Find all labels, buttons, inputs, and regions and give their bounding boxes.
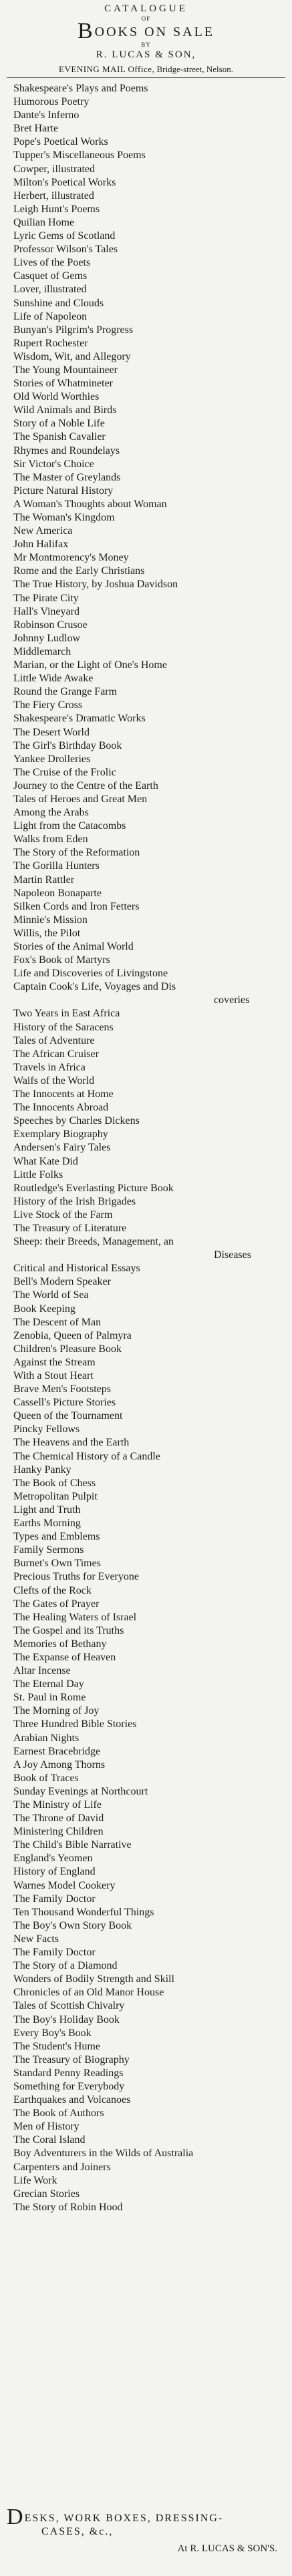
book-title-item: Earnest Bracebridge: [13, 1745, 101, 1757]
book-title-item: Carpenters and Joiners: [13, 2161, 111, 2173]
book-title-item: Mr Montmorency's Money: [13, 552, 129, 564]
book-title-item: The True History, by Joshua Davidson: [13, 579, 178, 591]
book-title-item: Rhymes and Roundelays: [13, 444, 120, 456]
book-title-item: The Gates of Prayer: [13, 1598, 100, 1610]
book-title-item: The Woman's Kingdom: [13, 512, 115, 523]
catalogue-header: [0, 0, 292, 76]
book-title-item: Lyric Gems of Scotland: [13, 230, 116, 242]
book-title-item: Stories of Whatmineter: [13, 378, 113, 390]
book-title-item: The Spanish Cavalier: [13, 431, 106, 443]
book-title-item: Minnie's Mission: [13, 914, 88, 926]
book-title-item: Stories of the Animal World: [13, 941, 134, 952]
book-title-item: Book Keeping: [13, 1303, 76, 1315]
book-title-item: Lives of the Poets: [13, 257, 91, 269]
book-title-item: The World of Sea: [13, 1289, 89, 1301]
book-title-item: Hall's Vineyard: [13, 605, 80, 617]
book-title-item: The Desert World: [13, 726, 90, 738]
book-title-item: The Student's Hume: [13, 2040, 100, 2052]
book-title-item: Precious Truths for Everyone: [13, 1571, 139, 1583]
book-title-item: The Story of a Diamond: [13, 1960, 118, 1972]
book-title-item: Ministering Children: [13, 1826, 104, 1838]
book-title-item: Men of History: [13, 2121, 80, 2133]
book-title-item: Shakespeare's Dramatic Works: [13, 713, 146, 725]
book-title-item: Pope's Poetical Works: [13, 136, 108, 148]
book-title-item: Bret Harte: [13, 123, 59, 135]
footer-firm-name: At R. LUCAS & SON'S.: [177, 2543, 277, 2554]
book-title-item: The Child's Bible Narrative: [13, 1839, 132, 1851]
address-line: [0, 63, 292, 76]
book-title-item: Speeches by Charles Dickens: [13, 1115, 140, 1127]
book-title-item: Altar Incense: [13, 1665, 71, 1677]
book-title-item: Wisdom, Wit, and Allegory: [13, 350, 131, 362]
book-title-item: New Facts: [13, 1933, 59, 1945]
book-title-item: The Story of the Reformation: [13, 847, 140, 859]
firm-name: R. LUCAS & SON,: [96, 49, 196, 60]
book-title-item: Earths Morning: [13, 1518, 81, 1530]
book-title-item: The Treasury of Literature: [13, 1222, 127, 1234]
book-title-item: The African Cruiser: [13, 1048, 99, 1060]
book-title-item: Rupert Rochester: [13, 337, 88, 349]
book-title-item: Warnes Model Cookery: [13, 1879, 116, 1891]
book-title-item: Two Years in East Africa: [13, 1008, 120, 1020]
book-title-item: Journey to the Centre of the Earth: [13, 779, 158, 791]
book-title-item: Shakespeare's Plays and Poems: [13, 83, 148, 94]
book-title-item: Walks from Eden: [13, 834, 88, 846]
book-title-item: Professor Wilson's Tales: [13, 244, 118, 256]
book-title-item: The Healing Waters of Israel: [13, 1611, 137, 1623]
book-title-item: John Halifax: [13, 539, 69, 551]
desks-heading-continued: CASES, &c.,: [41, 2526, 114, 2537]
book-title-item: Tales of Heroes and Great Men: [13, 793, 148, 805]
book-title-item: Clefts of the Rock: [13, 1584, 92, 1596]
book-title-item: Old World Worthies: [13, 391, 100, 403]
book-title-item: Routledge's Everlasting Picture Book: [13, 1182, 174, 1194]
book-list: [0, 82, 292, 2214]
book-title-item: Types and Emblems: [13, 1531, 100, 1543]
book-title-item: Against the Stream: [13, 1356, 96, 1368]
book-title-item: Bunyan's Pilgrim's Progress: [13, 324, 134, 336]
book-title-item: New America: [13, 525, 73, 537]
book-title-item: Pincky Fellows: [13, 1423, 80, 1435]
book-title-item: Story of a Noble Life: [13, 418, 105, 430]
book-title-item: The Boy's Own Story Book: [13, 1919, 132, 1931]
book-title-item: Light and Truth: [13, 1504, 81, 1516]
book-title-item: The Gorilla Hunters: [13, 860, 100, 872]
book-title-item: Critical and Historical Essays: [13, 1263, 140, 1275]
book-title-item: Three Hundred Bible Stories: [13, 1718, 137, 1730]
book-title-item: coveries: [214, 994, 250, 1006]
book-title-item: Bell's Modern Speaker: [13, 1276, 111, 1288]
book-title-item: Memories of Bethany: [13, 1638, 107, 1650]
book-title-item: Cowper, illustrated: [13, 163, 95, 175]
book-title-item: The Heavens and the Earth: [13, 1437, 130, 1449]
book-title-item: The Fiery Cross: [13, 699, 83, 711]
book-title-item: A Joy Among Thorns: [13, 1758, 106, 1770]
book-title-item: Yankee Drolleries: [13, 753, 91, 765]
book-title-item: Humorous Poetry: [13, 96, 90, 108]
book-title-item: The Family Doctor: [13, 1893, 96, 1905]
book-title-item: Silken Cords and Iron Fetters: [13, 900, 140, 912]
book-title-item: Wonders of Bodily Strength and Skill: [13, 1973, 174, 1985]
book-title-item: The Eternal Day: [13, 1678, 84, 1690]
book-title-item: Brave Men's Footsteps: [13, 1383, 111, 1395]
book-title-item: Wild Animals and Birds: [13, 404, 117, 416]
book-title-item: Arabian Nights: [13, 1732, 80, 1744]
book-title-item: Book of Traces: [13, 1772, 79, 1784]
book-title-item: Captain Cook's Life, Voyages and Dis: [13, 981, 176, 993]
book-title-item: Something for Everybody: [13, 2080, 125, 2092]
book-title-item: Among the Arabs: [13, 807, 89, 819]
book-title-item: With a Stout Heart: [13, 1370, 94, 1381]
book-title-item: Milton's Poetical Works: [13, 176, 116, 188]
book-title-item: Queen of the Tournament: [13, 1410, 123, 1422]
book-title-item: The Coral Island: [13, 2134, 86, 2146]
desks-initial: D: [7, 2505, 25, 2529]
book-title-item: Dante's Inferno: [13, 109, 80, 121]
book-title-item: Tales of Adventure: [13, 1034, 95, 1046]
desks-heading: [0, 2505, 292, 2529]
book-title-item: Sunshine and Clouds: [13, 297, 104, 309]
book-title-item: Rome and the Early Christians: [13, 565, 145, 577]
book-title-item: Family Sermons: [13, 1544, 84, 1556]
book-title-item: Grecian Stories: [13, 2188, 80, 2200]
book-title-item: What Kate Did: [13, 1155, 78, 1167]
book-title-item: The Chemical History of a Candle: [13, 1450, 160, 1462]
book-title-item: Willis, the Pilot: [13, 927, 81, 939]
book-title-item: Chronicles of an Old Manor House: [13, 1987, 164, 1999]
book-title-item: The Descent of Man: [13, 1316, 102, 1328]
book-title-item: The Gospel and its Truths: [13, 1624, 124, 1636]
book-title-item: The Book of Authors: [13, 2108, 104, 2120]
book-title-item: Martin Rattler: [13, 874, 75, 886]
book-title-item: Tales of Scottish Chivalry: [13, 2000, 125, 2012]
book-title-item: Live Stock of the Farm: [13, 1209, 113, 1221]
book-title-item: The Story of Robin Hood: [13, 2201, 123, 2213]
book-title-item: Herbert, illustrated: [13, 190, 94, 202]
books-on-sale-title: [0, 19, 292, 43]
book-title-item: Life of Napoleon: [13, 310, 88, 322]
book-title-item: Burnet's Own Times: [13, 1558, 101, 1570]
book-title-item: Life Work: [13, 2174, 57, 2186]
book-title-item: St. Paul in Rome: [13, 1692, 86, 1704]
book-title-item: Ten Thousand Wonderful Things: [13, 1906, 154, 1918]
by-label: BY: [141, 41, 151, 48]
book-title-item: Travels in Africa: [13, 1061, 86, 1073]
book-title-item: The Pirate City: [13, 592, 79, 604]
book-title-item: Exemplary Biography: [13, 1129, 108, 1141]
book-title-item: Middlemarch: [13, 645, 71, 657]
book-title-item: England's Yeomen: [13, 1853, 93, 1865]
book-title-item: Waifs of the World: [13, 1074, 95, 1086]
book-title-item: The Master of Greylands: [13, 471, 121, 483]
book-title-item: Children's Pleasure Book: [13, 1343, 122, 1355]
book-title-item: The Innocents at Home: [13, 1088, 114, 1100]
book-title-item: Sunday Evenings at Northcourt: [13, 1785, 148, 1797]
books-title-rest: OOKS ON SALE: [94, 25, 215, 39]
book-title-item: Casquet of Gems: [13, 270, 88, 282]
book-title-item: The Cruise of the Frolic: [13, 766, 116, 778]
book-title-item: Earthquakes and Volcanoes: [13, 2094, 131, 2106]
book-title-item: The Girl's Birthday Book: [13, 739, 122, 751]
desks-heading-rest: ESKS, WORK BOXES, DRESSING-: [24, 2513, 224, 2524]
book-title-item: Leigh Hunt's Poems: [13, 203, 100, 215]
books-initial: B: [77, 19, 95, 43]
book-title-item: Lover, illustrated: [13, 284, 87, 296]
book-title-item: Marian, or the Light of One's Home: [13, 659, 167, 671]
book-title-item: The Young Mountaineer: [13, 364, 118, 376]
book-title-item: Life and Discoveries of Livingstone: [13, 968, 168, 980]
book-title-item: Metropolitan Pulpit: [13, 1490, 98, 1502]
book-title-item: Tupper's Miscellaneous Poems: [13, 149, 146, 162]
book-title-item: History of the Saracens: [13, 1021, 114, 1033]
of-label: OF: [141, 15, 151, 22]
book-title-item: Cassell's Picture Stories: [13, 1397, 116, 1409]
book-title-item: History of England: [13, 1866, 96, 1878]
book-title-item: Napoleon Bonaparte: [13, 887, 102, 899]
book-title-item: Every Boy's Book: [13, 2027, 92, 2039]
street-address: Bridge-street, Nelson.: [156, 64, 233, 74]
book-title-item: The Treasury of Biography: [13, 2053, 130, 2065]
book-title-item: Sheep: their Breeds, Management, an: [13, 1236, 174, 1248]
book-title-item: A Woman's Thoughts about Woman: [13, 498, 167, 510]
book-title-item: The Boy's Holiday Book: [13, 2013, 120, 2025]
book-title-item: Light from the Catacombs: [13, 820, 126, 832]
book-title-item: Sir Victor's Choice: [13, 458, 94, 470]
book-title-item: Quilian Home: [13, 216, 75, 228]
book-title-item: Diseases: [214, 1249, 251, 1261]
book-title-item: History of the Irish Brigades: [13, 1195, 136, 1207]
book-title-item: Johnny Ludlow: [13, 632, 80, 644]
book-title-item: Robinson Crusoe: [13, 619, 88, 631]
book-title-item: Zenobia, Queen of Palmyra: [13, 1329, 132, 1341]
book-title-item: Fox's Book of Martyrs: [13, 954, 110, 966]
book-title-item: Hanky Panky: [13, 1464, 71, 1476]
book-title-item: Little Folks: [13, 1169, 63, 1181]
book-title-item: The Expanse of Heaven: [13, 1651, 116, 1663]
book-title-item: The Throne of David: [13, 1813, 104, 1825]
book-title-item: Picture Natural History: [13, 485, 114, 497]
book-title-item: The Book of Chess: [13, 1477, 96, 1489]
catalogue-heading: CATALOGUE: [104, 3, 188, 14]
book-title-item: Standard Penny Readings: [13, 2067, 124, 2079]
book-title-item: The Morning of Joy: [13, 1705, 100, 1717]
footer-advertisement: [0, 2505, 292, 2556]
book-title-item: The Family Doctor: [13, 1947, 96, 1959]
book-title-item: Boy Adventurers in the Wilds of Australia: [13, 2148, 194, 2160]
header-divider: [7, 77, 285, 78]
office-name: EVENING MAIL Office,: [59, 64, 155, 74]
book-title-item: The Ministry of Life: [13, 1799, 102, 1811]
book-title-item: Little Wide Awake: [13, 673, 94, 685]
book-title-item: Andersen's Fairy Tales: [13, 1142, 111, 1154]
book-title-item: The Innocents Abroad: [13, 1102, 109, 1114]
book-title-item: Round the Grange Farm: [13, 686, 118, 698]
